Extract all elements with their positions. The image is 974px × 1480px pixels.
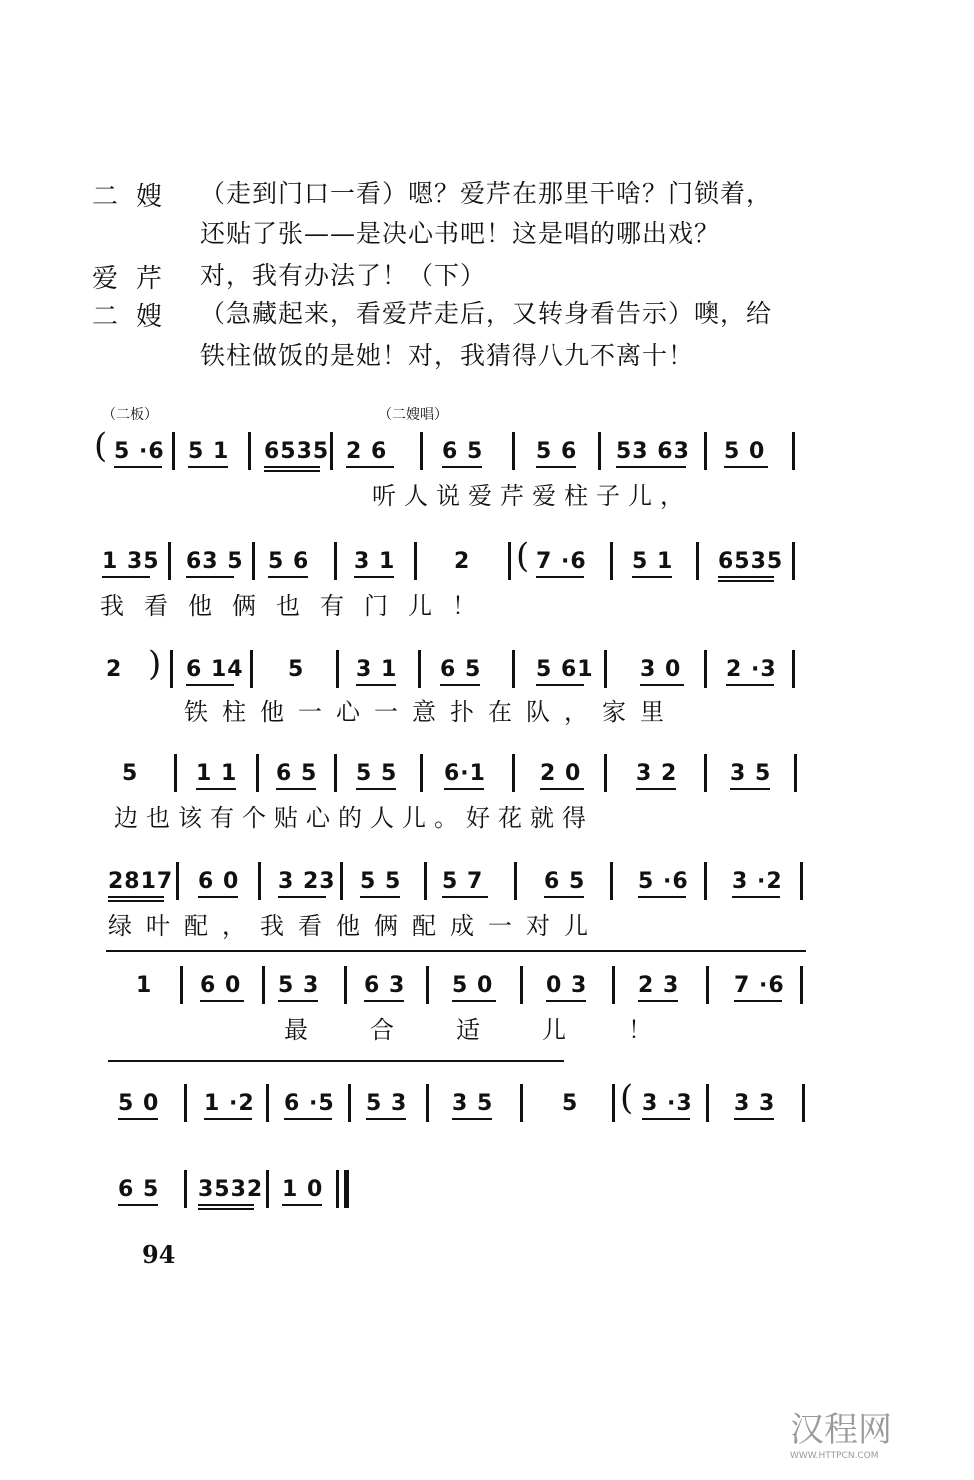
barline: [176, 862, 179, 900]
underline: [268, 576, 308, 578]
watermark: [790, 1402, 960, 1461]
barline: [170, 650, 173, 688]
barline: [800, 966, 803, 1004]
note-group: 5 ·6: [638, 869, 689, 894]
barline: [184, 1084, 187, 1122]
page-number: 94: [142, 1240, 176, 1269]
lyric-line: 我看他俩也有门儿！: [100, 592, 496, 620]
note-group: 5 7: [442, 869, 484, 894]
underline: [346, 466, 394, 468]
note-group: 3 2: [636, 761, 678, 786]
barline: [252, 542, 255, 580]
barline: [604, 650, 607, 688]
note-group: 6 5: [118, 1177, 160, 1202]
dialogue-role-1: 二嫂: [92, 182, 181, 212]
underline: [354, 576, 394, 578]
underline: [718, 576, 774, 578]
barline: [418, 650, 421, 688]
note-group: 6 5: [442, 439, 484, 464]
note-group: 5 5: [356, 761, 398, 786]
underline: [282, 1204, 322, 1206]
underline: [278, 1000, 318, 1002]
underline: [264, 470, 320, 472]
note-group: 5 1: [188, 439, 230, 464]
underline: [188, 466, 228, 468]
barline: [704, 432, 707, 470]
underline: [536, 466, 576, 468]
barline: [184, 1170, 187, 1208]
underline: [632, 576, 672, 578]
note-group: 5 6: [268, 549, 310, 574]
underline: [196, 788, 236, 790]
note-group: 6 0: [198, 869, 240, 894]
underline: [276, 788, 316, 790]
note-group: 6 14: [186, 657, 244, 682]
underline: [540, 788, 584, 790]
slur-line: [106, 950, 806, 952]
note-group: 5 ·6: [114, 439, 165, 464]
slur-line: [108, 1060, 564, 1062]
barline: [256, 754, 259, 792]
underline: [616, 466, 686, 468]
underline: [638, 896, 686, 898]
barline: [512, 650, 515, 688]
barline: [420, 432, 423, 470]
barline: [168, 542, 171, 580]
paren-close: ): [148, 644, 162, 684]
dialogue-line: 铁柱做饭的是她！对，我猜得八九不离十！: [200, 341, 695, 370]
underline: [732, 896, 780, 898]
barline: [800, 862, 803, 900]
underline: [718, 580, 774, 582]
barline: [706, 1084, 709, 1122]
underline: [536, 684, 584, 686]
barline: [792, 650, 795, 688]
underline: [640, 684, 684, 686]
barline: [598, 432, 601, 470]
underline: [186, 576, 234, 578]
barline: [520, 966, 523, 1004]
barline: [792, 542, 795, 580]
note-group: 3 1: [354, 549, 396, 574]
underline: [264, 466, 320, 468]
barline: [258, 862, 261, 900]
note-group: 3 0: [640, 657, 682, 682]
note-group: 2 0: [540, 761, 582, 786]
barline: [610, 862, 613, 900]
barline: [334, 754, 337, 792]
underline: [734, 1000, 782, 1002]
note-group: 6·1: [444, 761, 486, 786]
note-group: 3 5: [452, 1091, 494, 1116]
underline: [102, 576, 150, 578]
barline: [344, 966, 347, 1004]
barline: [512, 432, 515, 470]
barline: [792, 432, 795, 470]
underline: [108, 900, 164, 902]
note-group: 3 ·3: [642, 1091, 693, 1116]
underline: [356, 788, 396, 790]
note-group: 6 0: [200, 973, 242, 998]
underline: [452, 1000, 496, 1002]
barline: [340, 862, 343, 900]
paren-open: (: [94, 426, 108, 466]
note-group: 3 ·2: [732, 869, 783, 894]
underline: [734, 1118, 774, 1120]
dialogue-role-2: 爱芹: [92, 264, 181, 294]
underline: [360, 896, 400, 898]
barline: [604, 754, 607, 792]
underline: [198, 1208, 254, 1210]
underline: [544, 896, 584, 898]
barline: [172, 432, 175, 470]
underline: [108, 896, 164, 898]
note-group: 2 3: [638, 973, 680, 998]
note-group: 5: [122, 761, 139, 786]
note-group: 5 5: [360, 869, 402, 894]
underline: [284, 1118, 332, 1120]
barline: [266, 1084, 269, 1122]
note-group: 3 5: [730, 761, 772, 786]
barline: [348, 1084, 351, 1122]
underline: [356, 684, 396, 686]
note-group: 1 0: [282, 1177, 324, 1202]
note-group: 3 1: [356, 657, 398, 682]
underline: [642, 1118, 690, 1120]
underline: [444, 788, 484, 790]
barline: [426, 966, 429, 1004]
barline: [426, 1084, 429, 1122]
underline: [536, 576, 584, 578]
note-group: 3 23: [278, 869, 336, 894]
underline: [726, 684, 774, 686]
paren-open: (: [620, 1078, 634, 1118]
watermark-sub: WWW.HTTPCN.COM: [790, 1451, 879, 1461]
underline: [724, 466, 768, 468]
barline: [612, 1084, 615, 1122]
barline: [248, 432, 251, 470]
dialogue-role-3: 二嫂: [92, 302, 181, 332]
lyric-line: 边也该有个贴心的人儿。好花就得: [114, 804, 594, 832]
barline: [334, 542, 337, 580]
note-group: 3 3: [734, 1091, 776, 1116]
watermark-text: 汉程网: [790, 1410, 892, 1450]
note-group: 2 ·3: [726, 657, 777, 682]
tempo-mark: （二板）: [102, 407, 158, 423]
note-group: 7 ·6: [536, 549, 587, 574]
note-group: 6 5: [544, 869, 586, 894]
note-group: 6535: [264, 439, 330, 464]
underline: [452, 1118, 492, 1120]
barline: [424, 862, 427, 900]
underline: [730, 788, 770, 790]
note-group: 5 0: [724, 439, 766, 464]
note-group: 6 3: [364, 973, 406, 998]
note-group: 2 6: [346, 439, 388, 464]
note-group: 1 1: [196, 761, 238, 786]
note-group: 6 5: [276, 761, 318, 786]
barline: [174, 754, 177, 792]
singer-mark: （二嫂唱）: [378, 407, 448, 423]
barline: [794, 754, 797, 792]
note-group: 53 63: [616, 439, 690, 464]
underline: [118, 1204, 158, 1206]
underline: [198, 896, 238, 898]
underline: [364, 1000, 404, 1002]
note-group: 3532: [198, 1177, 264, 1202]
note-group: 5 6: [536, 439, 578, 464]
note-group: 5 3: [366, 1091, 408, 1116]
paren-open: (: [516, 536, 530, 576]
dialogue-line: （走到门口一看）嗯？爱芹在那里干啥？门锁着，: [200, 179, 773, 208]
underline: [186, 684, 234, 686]
dialogue-line: 对，我有办法了！（下）: [200, 261, 487, 290]
barline: [704, 754, 707, 792]
note-group: 5 0: [118, 1091, 160, 1116]
note-group: 6535: [718, 549, 784, 574]
barline: [704, 650, 707, 688]
underline: [442, 466, 482, 468]
underline: [204, 1118, 252, 1120]
note-group: 0 3: [546, 973, 588, 998]
barline: [520, 1084, 523, 1122]
barline: [610, 542, 613, 580]
lyric-line: 最合适儿！: [284, 1016, 714, 1044]
note-group: 1 ·2: [204, 1091, 255, 1116]
barline: [336, 650, 339, 688]
note-group: 7 ·6: [734, 973, 785, 998]
note-group: 1 35: [102, 549, 160, 574]
note-group: 2: [454, 549, 471, 574]
barline: [612, 966, 615, 1004]
note-group: 1: [136, 973, 153, 998]
underline: [200, 1000, 244, 1002]
barline: [514, 862, 517, 900]
barline: [250, 650, 253, 688]
note-group: 5 0: [452, 973, 494, 998]
underline: [114, 466, 162, 468]
barline: [336, 1170, 339, 1208]
underline: [546, 1000, 586, 1002]
underline: [278, 896, 326, 898]
dialogue-line: （急藏起来，看爱芹走后，又转身看告示）噢，给: [200, 299, 773, 328]
barline: [414, 542, 417, 580]
note-group: 5: [288, 657, 305, 682]
barline: [704, 862, 707, 900]
final-barline: [344, 1170, 349, 1208]
note-group: 5 61: [536, 657, 594, 682]
underline: [118, 1118, 158, 1120]
underline: [440, 684, 480, 686]
lyric-line: 铁柱他一心一意扑在队，家里: [184, 698, 678, 726]
barline: [266, 1170, 269, 1208]
underline: [366, 1118, 406, 1120]
note-group: 2: [106, 657, 123, 682]
barline: [512, 754, 515, 792]
note-group: 63 5: [186, 549, 244, 574]
note-group: 5: [562, 1091, 579, 1116]
barline: [696, 542, 699, 580]
barline: [420, 754, 423, 792]
note-group: 2817: [108, 869, 174, 894]
underline: [198, 1204, 254, 1206]
barline: [706, 966, 709, 1004]
underline: [638, 1000, 678, 1002]
barline: [508, 542, 511, 580]
barline: [262, 966, 265, 1004]
underline: [636, 788, 676, 790]
lyric-line: 听人说爱芹爱柱子儿，: [372, 482, 692, 510]
barline: [330, 432, 333, 470]
barline: [180, 966, 183, 1004]
note-group: 5 3: [278, 973, 320, 998]
underline: [442, 896, 488, 898]
note-group: 6 5: [440, 657, 482, 682]
lyric-line: 绿叶配，我看他俩配成一对儿: [108, 912, 602, 940]
note-group: 6 ·5: [284, 1091, 335, 1116]
barline: [802, 1084, 805, 1122]
note-group: 5 1: [632, 549, 674, 574]
dialogue-line: 还贴了张——是决心书吧！这是唱的哪出戏？: [200, 219, 721, 248]
